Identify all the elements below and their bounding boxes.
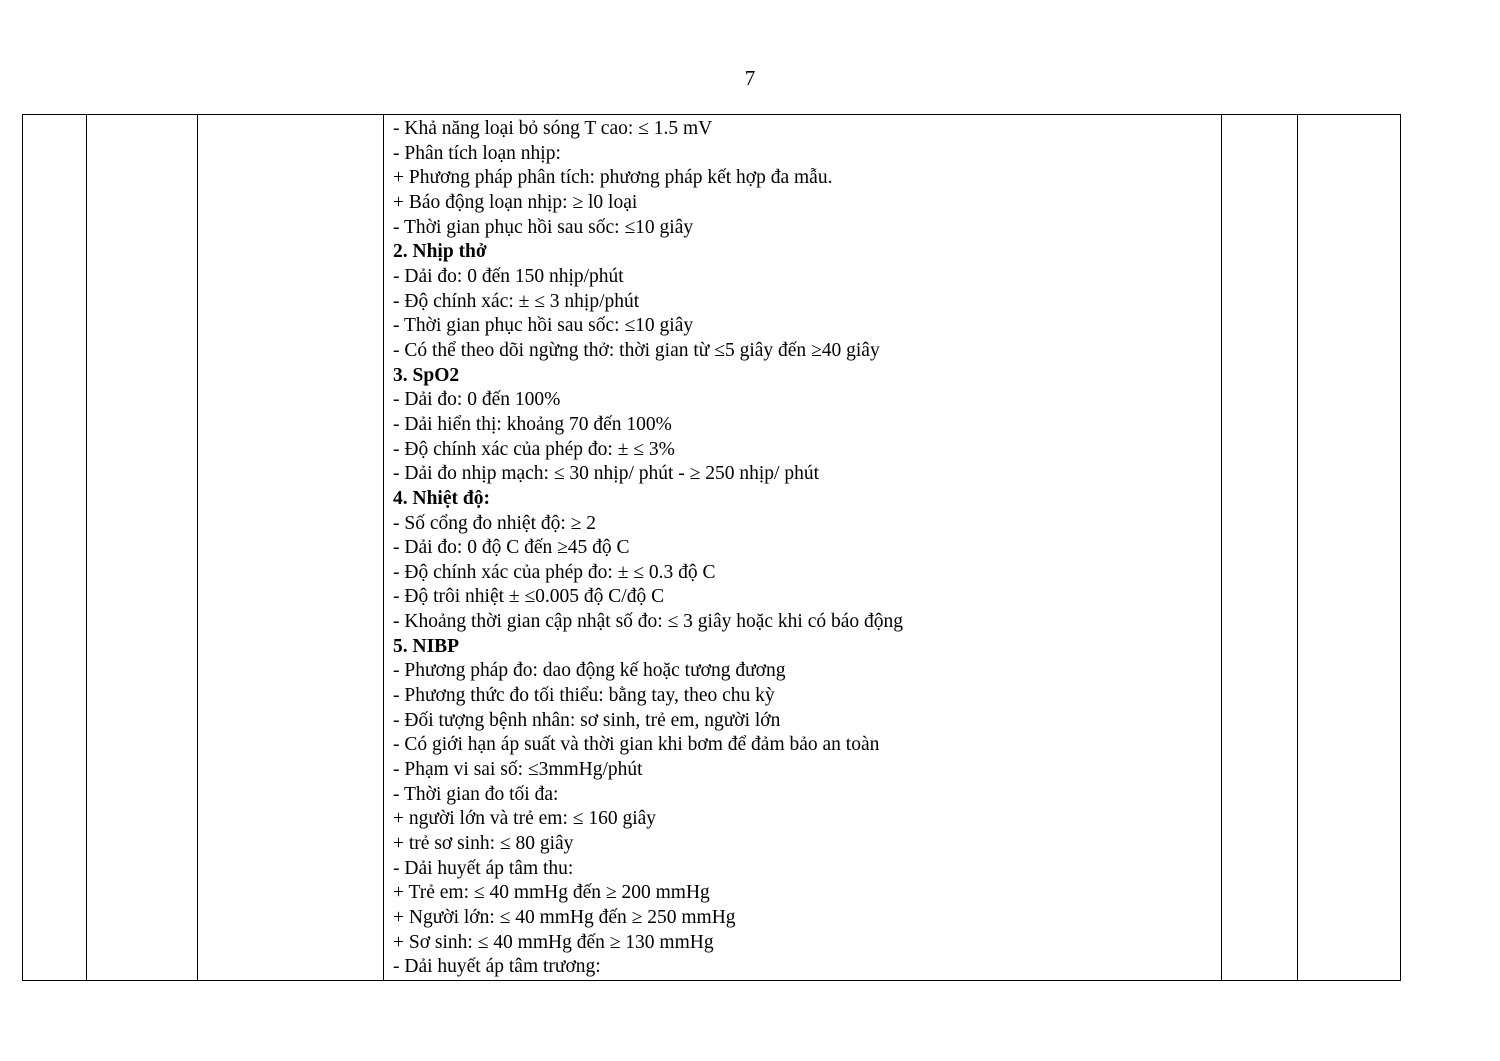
specification-lines (393, 117, 1221, 980)
specification-cell (384, 115, 1222, 981)
empty-cell-quantity (1298, 115, 1401, 981)
spec-line: - Phân tích loạn nhịp: (393, 142, 561, 164)
spec-line: - Thời gian phục hồi sau sốc: ≤10 giây (393, 315, 694, 337)
spec-line: - Thời gian phục hồi sau sốc: ≤10 giây (393, 216, 694, 238)
spec-line: - Có thể theo dõi ngừng thở: thời gian từ ≤5 giây đến ≥40 giây (393, 339, 880, 361)
spec-line: + Phương pháp phân tích: phương pháp kết hợp đa mẫu. (393, 167, 833, 189)
spec-line: - Thời gian đo tối đa: (393, 783, 559, 805)
spec-line: - Dải đo: 0 đến 100% (393, 389, 561, 411)
spec-line: - Phạm vi sai số: ≤3mmHg/phút (393, 759, 643, 781)
empty-cell-name (87, 115, 198, 981)
spec-line: + Người lớn: ≤ 40 mmHg đến ≥ 250 mmHg (393, 907, 736, 928)
spec-line: - Dải đo nhịp mạch: ≤ 30 nhịp/ phút - ≥ 250 nhịp/ phút (393, 463, 819, 485)
spec-line: - Độ trôi nhiệt ± ≤0.005 độ C/độ C (393, 586, 665, 608)
spec-line: - Phương thức đo tối thiểu: bằng tay, theo chu kỳ (393, 685, 775, 707)
spec-line: - Dải huyết áp tâm thu: (393, 857, 574, 879)
empty-cell-unit (1222, 115, 1298, 981)
spec-line: + Sơ sinh: ≤ 40 mmHg đến ≥ 130 mmHg (393, 931, 714, 953)
table-row (23, 115, 1401, 981)
section-heading: 5. NIBP (393, 635, 460, 657)
spec-line: - Độ chính xác của phép đo: ± ≤ 3% (393, 438, 675, 460)
spec-line: - Phương pháp đo: dao động kế hoặc tương đương (393, 660, 786, 682)
empty-cell-index (23, 115, 87, 981)
spec-line: - Khoảng thời gian cập nhật số đo: ≤ 3 giây hoặc khi có báo động (393, 611, 904, 633)
spec-line: - Dải đo: 0 đến 150 nhịp/phút (393, 265, 624, 287)
spec-line: - Có giới hạn áp suất và thời gian khi bơm để đảm bảo an toàn (393, 734, 880, 756)
spec-line: - Dải huyết áp tâm trương: (393, 956, 601, 978)
spec-line: - Dải đo: 0 độ C đến ≥45 độ C (393, 537, 630, 559)
spec-line: - Dải hiển thị: khoảng 70 đến 100% (393, 413, 672, 435)
spec-line: - Đối tượng bệnh nhân: sơ sinh, trẻ em, người lớn (393, 709, 781, 731)
section-heading: 3. SpO2 (393, 364, 460, 386)
section-heading: 4. Nhiệt độ: (393, 487, 490, 509)
spec-line: - Độ chính xác: ± ≤ 3 nhịp/phút (393, 290, 640, 312)
specification-table (22, 114, 1401, 981)
spec-line: + Báo động loạn nhịp: ≥ l0 loại (393, 191, 638, 213)
spec-line: - Số cổng đo nhiệt độ: ≥ 2 (393, 512, 596, 534)
spec-line: + người lớn và trẻ em: ≤ 160 giây (393, 808, 657, 830)
spec-line: - Độ chính xác của phép đo: ± ≤ 0.3 độ C (393, 561, 716, 583)
empty-cell-category (198, 115, 384, 981)
page-number: 7 (744, 66, 756, 90)
spec-line: + Trẻ em: ≤ 40 mmHg đến ≥ 200 mmHg (393, 882, 710, 904)
section-heading: 2. Nhịp thở (393, 241, 487, 263)
spec-line: - Khả năng loại bỏ sóng T cao: ≤ 1.5 mV (393, 118, 713, 139)
spec-line: + trẻ sơ sinh: ≤ 80 giây (393, 833, 574, 855)
